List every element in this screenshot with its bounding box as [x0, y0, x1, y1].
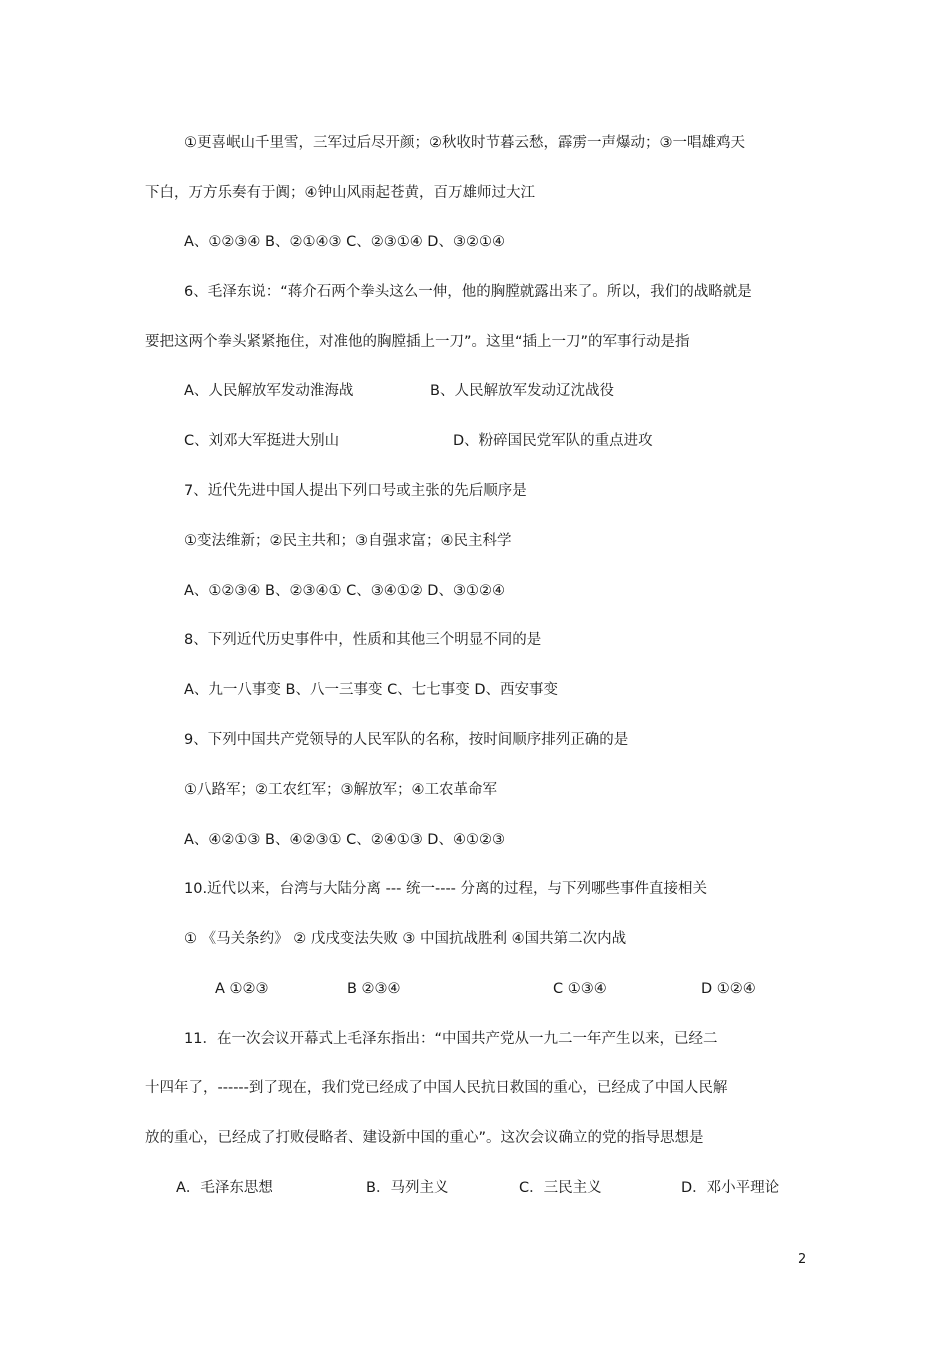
- q8-stem: 8、下列近代历史事件中，性质和其他三个明显不同的是: [184, 632, 542, 648]
- q5-line2: 下白，万方乐奏有于阗；④钟山风雨起苍黄，百万雄师过大江: [145, 185, 535, 201]
- q8-options: A、九一八事变 B、八一三事变 C、七七事变 D、西安事变: [184, 682, 558, 698]
- q11-stem-line1: 11．在一次会议开幕式上毛泽东指出：“中国共产党从一九二一年产生以来，已经二: [184, 1031, 718, 1047]
- q10-option-b: B ②③④: [347, 981, 401, 997]
- q5-options: A、①②③④ B、②①④③ C、②③①④ D、③②①④: [184, 234, 505, 250]
- q6-option-a: A、人民解放军发动淮海战: [184, 383, 354, 399]
- q7-stem: 7、近代先进中国人提出下列口号或主张的先后顺序是: [184, 483, 527, 499]
- q6-stem-line2: 要把这两个拳头紧紧拖住，对准他的胸膛插上一刀”。这里“插上一刀”的军事行动是指: [145, 334, 690, 350]
- q11-stem-line2: 十四年了，------到了现在，我们党已经成了中国人民抗日救国的重心，已经成了中国人民解: [145, 1080, 728, 1096]
- q11-option-a: A．毛泽东思想: [176, 1180, 273, 1196]
- q11-option-d: D．邓小平理论: [681, 1180, 780, 1196]
- q9-options: A、④②①③ B、④②③① C、②④①③ D、④①②③: [184, 832, 505, 848]
- q11-stem-line3: 放的重心，已经成了打败侵略者、建设新中国的重心”。这次会议确立的党的指导思想是: [145, 1130, 704, 1146]
- q6-stem-line1: 6、毛泽东说：“蒋介石两个拳头这么一伸，他的胸膛就露出来了。所以，我们的战略就是: [184, 284, 752, 300]
- q6-option-d: D、粉碎国民党军队的重点进攻: [453, 433, 653, 449]
- q11-option-b: B．马列主义: [366, 1180, 449, 1196]
- q5-line1: ①更喜岷山千里雪，三军过后尽开颜；②秋收时节暮云愁，霹雳一声爆动；③一唱雄鸡天: [184, 135, 745, 151]
- q6-option-b: B、人民解放军发动辽沈战役: [430, 383, 614, 399]
- page-number: 2: [798, 1252, 807, 1267]
- q9-stem: 9、下列中国共产党领导的人民军队的名称，按时间顺序排列正确的是: [184, 732, 629, 748]
- q6-option-c: C、刘邓大军挺进大别山: [184, 433, 340, 449]
- q7-options: A、①②③④ B、②③④① C、③④①② D、③①②④: [184, 583, 505, 599]
- q10-stem: 10.近代以来，台湾与大陆分离 --- 统一---- 分离的过程，与下列哪些事件直接相关: [184, 881, 708, 897]
- q11-option-c: C．三民主义: [519, 1180, 602, 1196]
- q10-option-c: C ①③④: [553, 981, 607, 997]
- q10-items: ① 《马关条约》 ② 戊戌变法失败 ③ 中国抗战胜利 ④国共第二次内战: [184, 931, 627, 947]
- q10-option-a: A ①②③: [215, 981, 269, 997]
- q9-items: ①八路军；②工农红军；③解放军；④工农革命军: [184, 782, 497, 798]
- q10-option-d: D ①②④: [701, 981, 756, 997]
- q7-items: ①变法维新；②民主共和；③自强求富；④民主科学: [184, 533, 512, 549]
